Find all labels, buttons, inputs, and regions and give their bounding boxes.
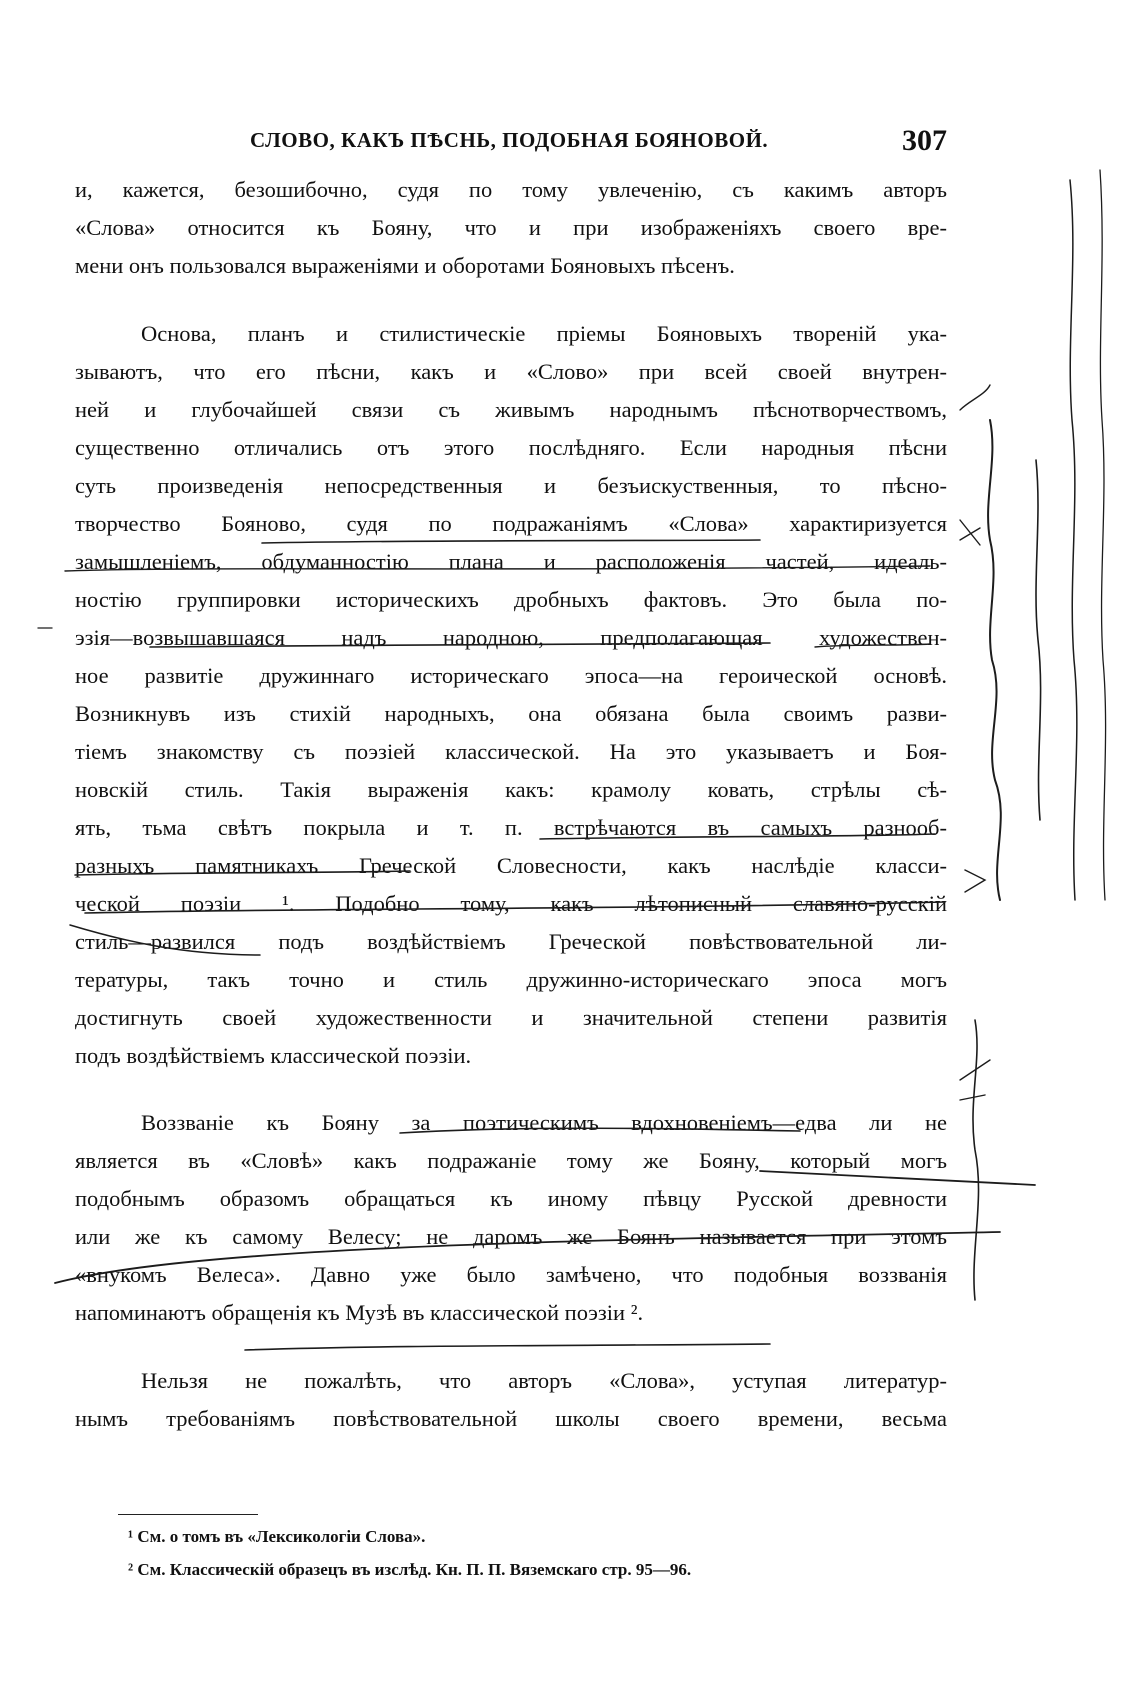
text-line: подъ воздѣйствіемъ классической поэзіи. xyxy=(75,1043,472,1068)
text-line: суть произведенія непосредственныя и безъискуственныя, то пѣсно- xyxy=(75,473,947,498)
text-line: зываютъ, что его пѣсни, какъ и «Слово» при всей своей внутрен- xyxy=(75,359,947,384)
text-line: нымъ требованіямъ повѣствовательной школы своего времени, весьма xyxy=(75,1406,947,1431)
text-line: существенно отличались отъ этого послѣдняго. Если народныя пѣсни xyxy=(75,435,947,460)
running-title: СЛОВО, КАКЪ ПѢСНЬ, ПОДОБНАЯ БОЯНОВОЙ. xyxy=(250,128,769,152)
text-line: тіемъ знакомству съ поэзіей классической. На это указываетъ и Боя- xyxy=(75,739,947,764)
text-line: Основа, планъ и стилистическіе пріемы Бояновыхъ твореній ука- xyxy=(141,321,947,346)
text-line: новскій стиль. Такія выраженія какъ: крамолу ковать, стрѣлы сѣ- xyxy=(75,777,947,802)
text-line: Возникнувъ изъ стихій народныхъ, она обязана была своимъ разви- xyxy=(75,701,947,726)
text-line: ней и глубочайшей связи съ живымъ народнымъ пѣснотворчествомъ, xyxy=(75,397,947,422)
text-line: ческой поэзіи ¹. Подобно тому, какъ лѣтописный славяно-русскій xyxy=(75,891,947,916)
text-line: ное развитіе дружиннаго историческаго эпоса—на героической основѣ. xyxy=(75,663,947,688)
page-number: 307 xyxy=(902,124,947,157)
text-line: подобнымъ образомъ обращаться къ иному пѣвцу Русской древности xyxy=(75,1186,947,1211)
text-line: творчество Бояново, судя по подражаніямъ «Слова» характиризуется xyxy=(75,511,947,536)
text-line: ностію группировки историческихъ дробныхъ фактовъ. Это была по- xyxy=(75,587,947,612)
text-line: достигнуть своей художественности и значительной степени развитія xyxy=(75,1005,947,1030)
text-line: разныхъ памятникахъ Греческой Словесности, какъ наслѣдіе класси- xyxy=(75,853,947,878)
handwriting-scribble xyxy=(1070,180,1077,900)
text-line: эзія—возвышавшаяся надъ народною, предполагающая художествен- xyxy=(75,625,947,650)
text-line: напоминаютъ обращенія къ Музѣ въ классической поэзіи ². xyxy=(75,1300,644,1325)
handwriting-scribble xyxy=(988,420,1001,900)
text-line: Воззваніе къ Бояну за поэтическимъ вдохновеніемъ—едва ли не xyxy=(141,1110,947,1135)
text-line: стиль—развился подъ воздѣйствіемъ Греческой повѣствовательной ли- xyxy=(75,929,947,954)
text-line: «внукомъ Велеса». Давно уже было замѣчено, что подобныя воззванія xyxy=(75,1262,947,1287)
text-line: и, кажется, безошибочно, судя по тому увлеченію, съ какимъ авторъ xyxy=(75,177,947,202)
footnote: ¹ См. о томъ въ «Лексикологіи Слова». xyxy=(128,1527,426,1546)
text-line: тературы, такъ точно и стиль дружинно-историческаго эпоса могъ xyxy=(75,967,947,992)
text-line: ять, тьма свѣтъ покрыла и т. п. встрѣчаются въ самыхъ разнооб- xyxy=(75,815,947,840)
footnote: ² См. Классическій образецъ въ изслѣд. Кн. П. П. Вяземскаго стр. 95—96. xyxy=(128,1560,692,1579)
handwriting-scribble xyxy=(973,1020,979,1300)
handwriting-scribble xyxy=(1036,460,1041,820)
text-line: мени онъ пользовался выраженіями и оборотами Бояновыхъ пѣсенъ. xyxy=(75,253,735,278)
text-line: является въ «Словѣ» какъ подражаніе тому же Бояну, который могъ xyxy=(75,1148,947,1173)
text-line: или же къ самому Велесу; не даромъ же Боянъ называется при этомъ xyxy=(75,1224,947,1249)
text-line: замышленіемъ, обдуманностію плана и расположенія частей, идеаль- xyxy=(75,549,947,574)
handwriting-scribble xyxy=(1100,170,1106,900)
text-line: Нельзя не пожалѣть, что авторъ «Слова», уступая литератур- xyxy=(141,1368,947,1393)
text-line: «Слова» относится къ Бояну, что и при изображеніяхъ своего вре- xyxy=(75,215,947,240)
